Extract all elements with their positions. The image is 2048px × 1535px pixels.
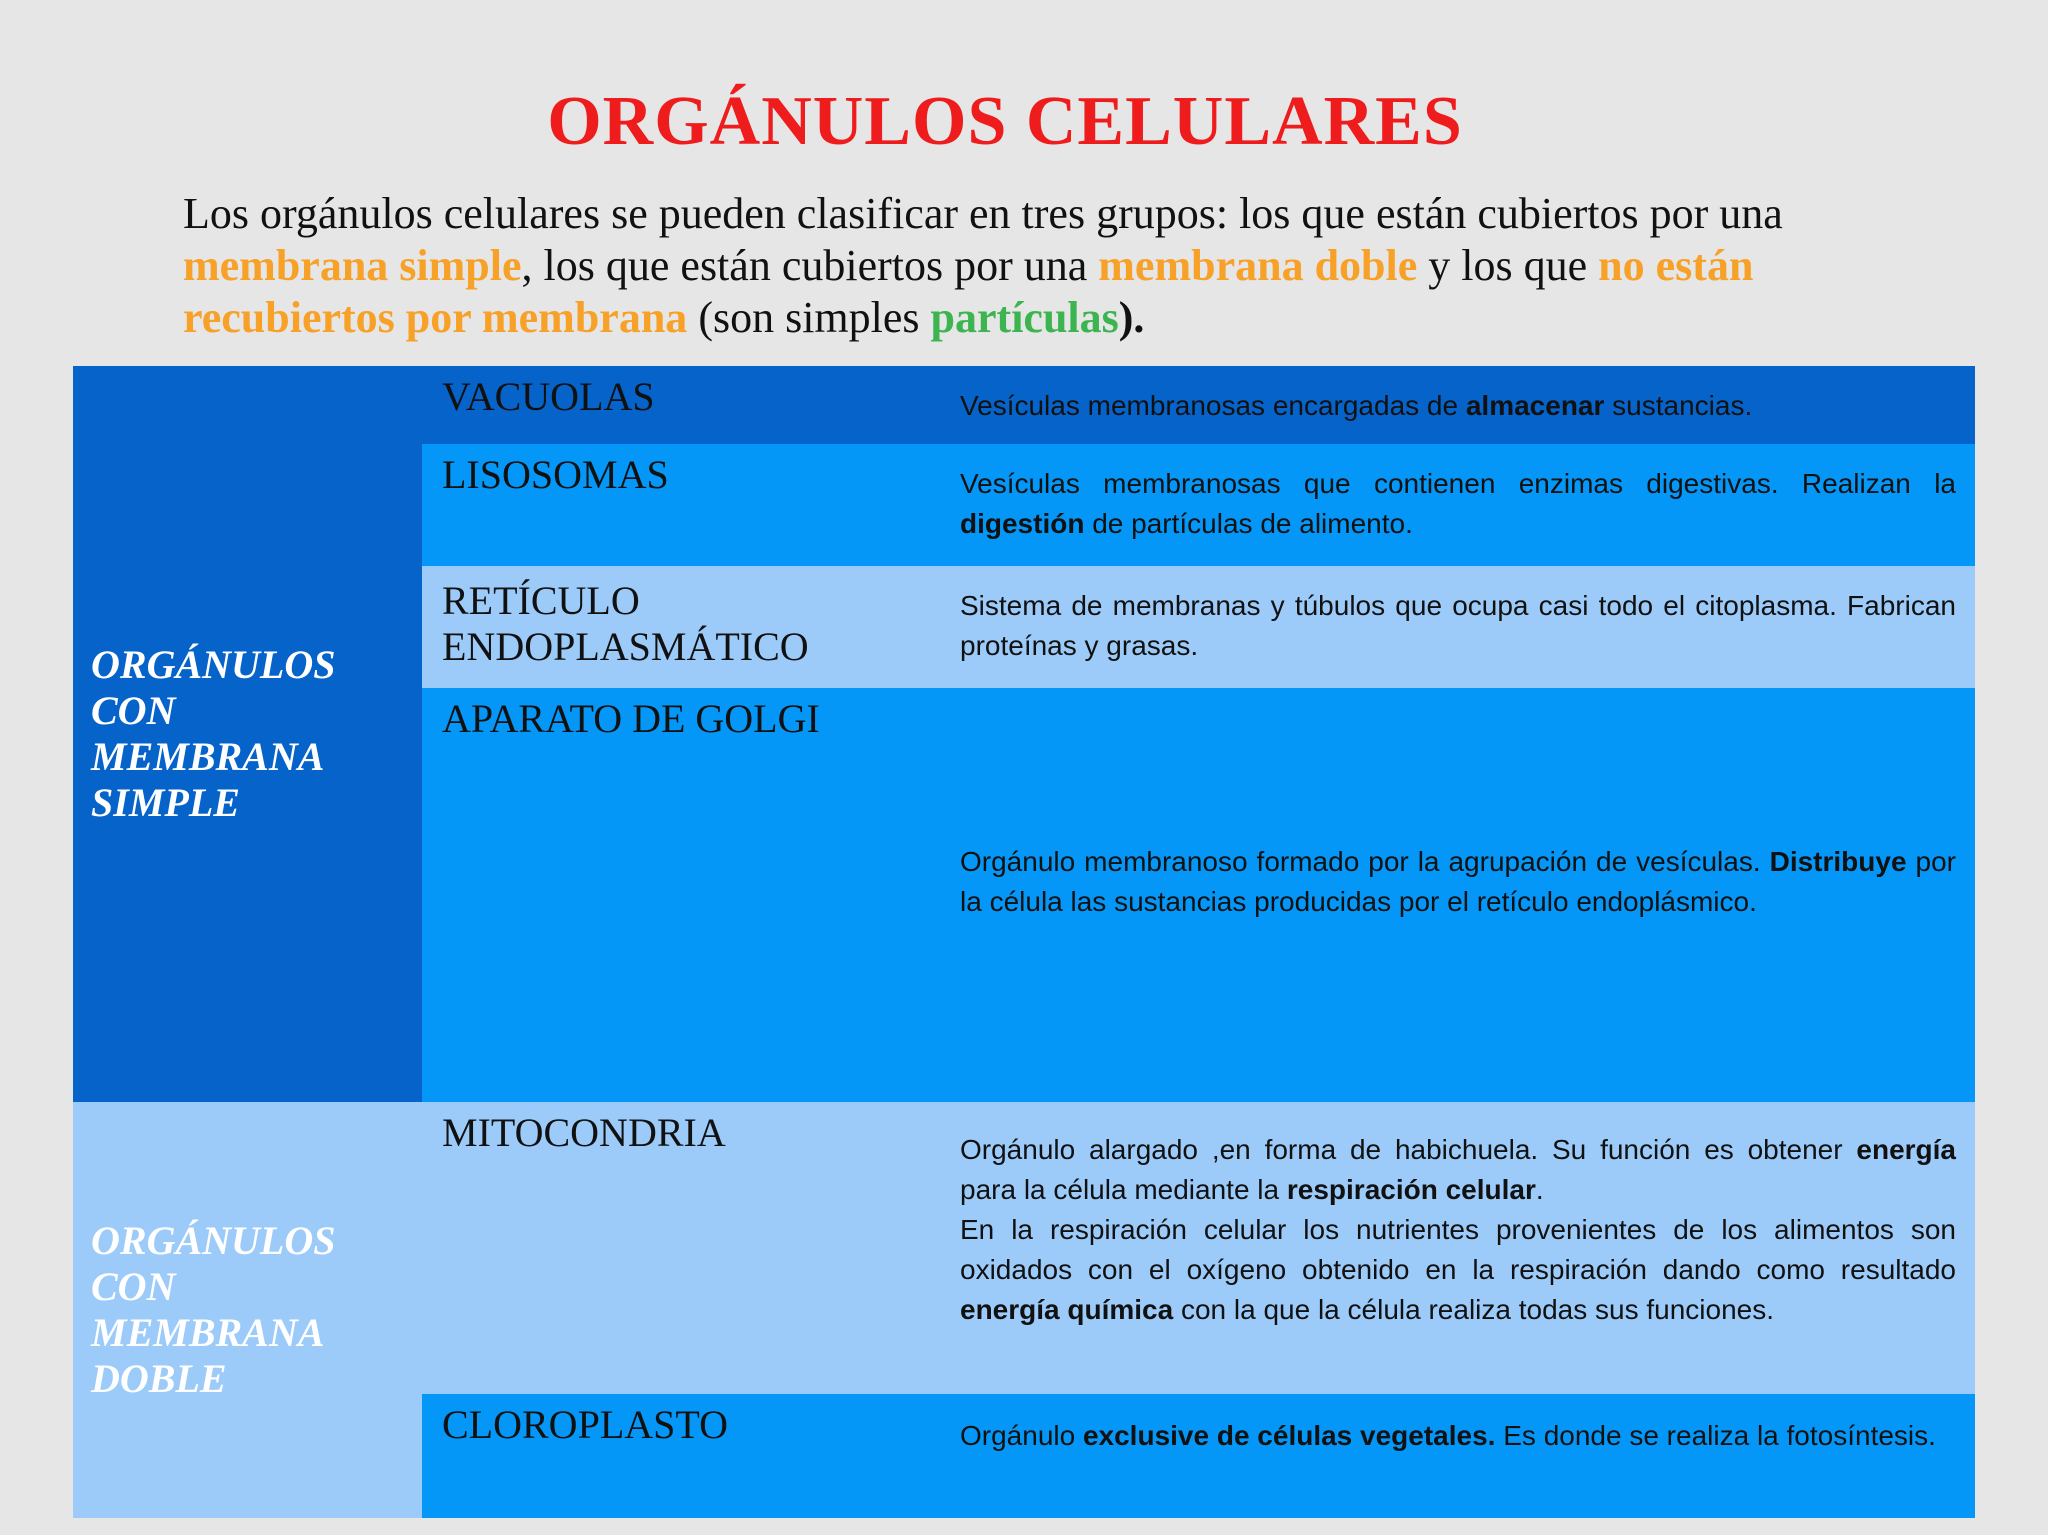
organelle-name (442, 578, 922, 670)
desc-text: En la respiración celular los nutrientes provenientes de los alimentos son oxidados con el oxígeno obtenido en la respiración dando como resultado (960, 1214, 1956, 1285)
intro-text-5: ). (1118, 293, 1145, 342)
table-row-lisosomas (422, 444, 1975, 566)
organelle-name-line: CLOROPLASTO (442, 1402, 728, 1447)
desc-text: para la célula mediante la (960, 1174, 1287, 1205)
group-label-line: DOBLE (91, 1356, 227, 1401)
desc-bold: exclusive de células vegetales. (1082, 1420, 1496, 1451)
desc-text: sustancias. (1604, 390, 1753, 421)
desc-text: Orgánulo alargado ,en forma de habichuela. Su función es obtener (960, 1134, 1857, 1165)
group-label-line: MEMBRANA (91, 734, 325, 779)
desc-text: . (1535, 1174, 1544, 1205)
desc-bold: almacenar (1465, 390, 1605, 421)
intro-highlight-membrana-simple: membrana simple (183, 241, 522, 290)
group-label-line: CON (91, 1264, 176, 1309)
organelle-name (442, 1402, 922, 1448)
organelle-name (442, 696, 922, 742)
table-row-vacuolas (422, 366, 1975, 444)
organelle-description (960, 464, 1956, 544)
table-row-reticulo-endoplasmatico (422, 566, 1975, 688)
page-title: ORGÁNULOS CELULARES (547, 83, 1463, 160)
organelle-name (442, 374, 922, 420)
desc-bold: energía (1856, 1134, 1956, 1165)
desc-text: Vesículas membranosas que contienen enzimas digestivas. Realizan la (960, 468, 1956, 499)
organelle-name-line: VACUOLAS (442, 374, 655, 419)
desc-bold: energía química (960, 1294, 1174, 1325)
group-membrana-simple (73, 366, 422, 1102)
desc-text: Vesículas membranosas encargadas de (960, 390, 1466, 421)
intro-text-4: (son simples (687, 293, 931, 342)
desc-text: de partículas de alimento. (1084, 508, 1413, 539)
intro-highlight-membrana-doble: membrana doble (1098, 241, 1418, 290)
organelle-name (442, 1110, 922, 1156)
organelle-name-line: APARATO DE GOLGI (442, 696, 820, 741)
organelle-description (960, 1416, 1956, 1456)
intro-highlight-sin-membrana: no están recubiertos por membrana (183, 241, 1754, 342)
intro-paragraph (183, 188, 1823, 344)
desc-text: por la célula las sustancias producidas por el retículo endoplásmico. (960, 846, 1956, 917)
desc-bold: Distribuye (1769, 846, 1907, 877)
intro-text-3: y los que (1417, 241, 1599, 290)
organelle-name-line: RETÍCULO (442, 578, 640, 623)
desc-text: Orgánulo (960, 1420, 1083, 1451)
desc-bold: digestión (960, 508, 1085, 539)
intro-text-2: , los que están cubiertos por una (521, 241, 1099, 290)
organelle-name (442, 452, 922, 498)
organelle-description (960, 1130, 1956, 1330)
desc-text: con la que la célula realiza todas sus funciones. (1173, 1294, 1774, 1325)
group-label-line: SIMPLE (91, 780, 240, 825)
organelle-description (960, 386, 1956, 426)
organelle-name-line: LISOSOMAS (442, 452, 669, 497)
desc-text: Sistema de membranas y túbulos que ocupa casi todo el citoplasma. Fabrican proteínas y grasas. (960, 590, 1956, 661)
group-label-line: ORGÁNULOS (91, 1218, 336, 1263)
desc-bold: respiración celular (1286, 1174, 1536, 1205)
table-row-aparato-de-golgi (422, 688, 1975, 1102)
organelle-name-line: MITOCONDRIA (442, 1110, 726, 1155)
organelles-table (73, 366, 1975, 1518)
intro-text-1: Los orgánulos celulares se pueden clasificar en tres grupos: los que están cubiertos por una (183, 189, 1783, 238)
group-label-line: CON (91, 688, 176, 733)
group-label-line: ORGÁNULOS (91, 642, 336, 687)
desc-text: Es donde se realiza la fotosíntesis. (1495, 1420, 1936, 1451)
organelle-description (960, 842, 1956, 922)
group-label-line: MEMBRANA (91, 1310, 325, 1355)
organelle-description (960, 586, 1956, 666)
group-membrana-doble (73, 1102, 422, 1518)
desc-text: Orgánulo membranoso formado por la agrupación de vesículas. (960, 846, 1770, 877)
organelle-name-line: ENDOPLASMÁTICO (442, 624, 809, 669)
table-row-cloroplasto (422, 1394, 1975, 1518)
intro-highlight-particulas: partículas (930, 293, 1119, 342)
table-row-mitocondria (422, 1102, 1975, 1394)
